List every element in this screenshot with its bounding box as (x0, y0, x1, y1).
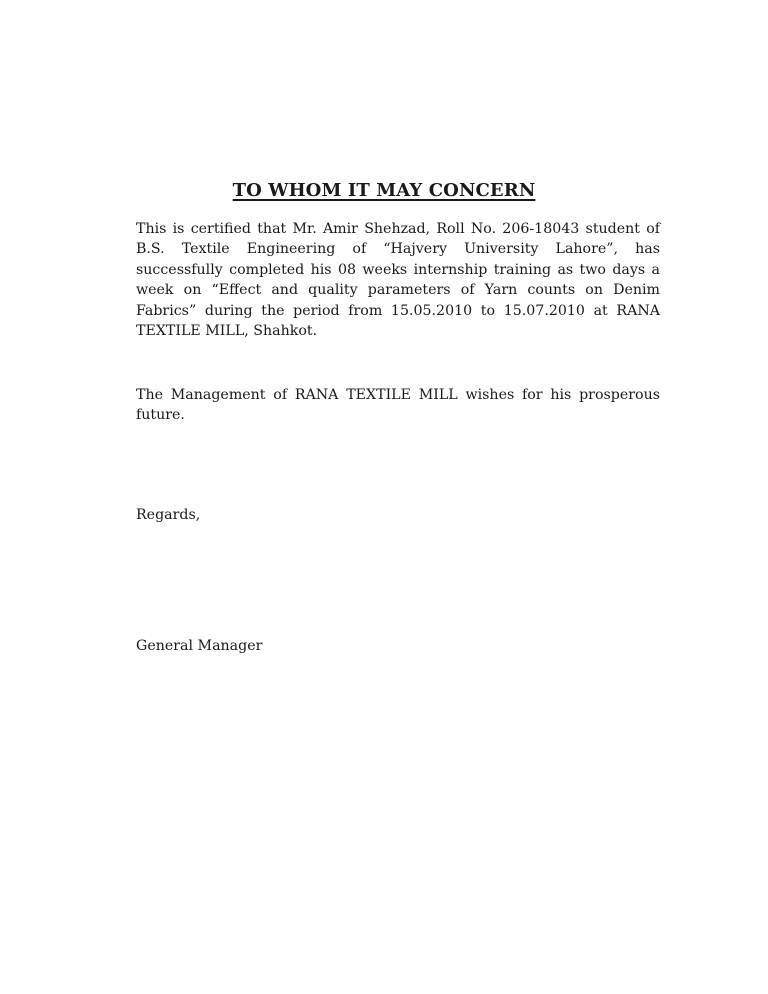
document-title (0, 180, 768, 201)
signatory-title: General Manager (136, 638, 263, 654)
wishes-paragraph: The Management of RANA TEXTILE MILL wishes for his prosperous future. (136, 387, 660, 424)
document-title-text: TO WHOM IT MAY CONCERN (232, 180, 536, 201)
certification-paragraph: This is certified that Mr. Amir Shehzad, Roll No. 206-18043 student of B.S. Textile Engineering of “Hajvery University Lahore”, has successfully completed his 08 weeks internship training as two days a week on “Effect and quality parameters of Yarn counts on Denim Fabrics” during the period from 15.05.2010 to 15.07.2010 at RANA TEXTILE MILL, Shahkot. (136, 221, 660, 340)
closing-regards: Regards, (136, 507, 201, 523)
